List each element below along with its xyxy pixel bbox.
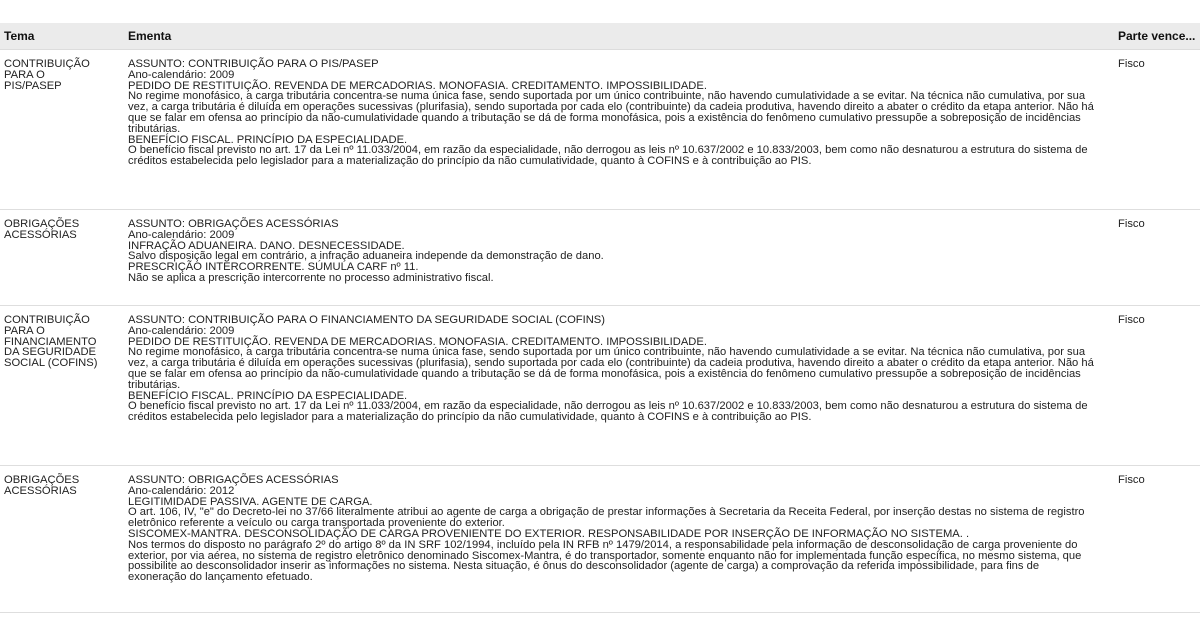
table-row[interactable] [0,306,1200,466]
ementa-text: O art. 106, IV, "e" do Decreto-lei no 37/66 literalmente atribui ao agente de carga a obrigação de prestar informações à Secretaria da Receita Federal, por inserção destas no sistema de registro eletrônico referente a veículo ou carga transportada proveniente do exterior. [128,506,1088,530]
table-header [0,23,1200,50]
tema-cell [0,306,124,465]
ementa-text: No regime monofásico, a carga tributária concentra-se numa única fase, sendo suportada por um único contribuinte, não havendo cumulatividade a se evitar. Na técnica não cumulativa, por sua vez, a carga tributária é diluída em operações sucessivas (plurifasia), sendo suportada por cada elo (contribuinte) da cadeia produtiva, havendo direito a abater o crédito da etapa anterior. Não há que se falar em ofensa ao princípio da não-cumulatividade quando a tributação se dá de forma monofásica, pois a existência do fenômeno cumulativo pressupõe a sobreposição de incidências tributárias. [128,346,1097,391]
parte-cell [1114,50,1200,209]
parte-vencedora-text: Fisco [1118,218,1145,230]
tema-cell [0,210,124,305]
ementa-cell [124,466,1114,612]
ementa-cell [124,306,1114,465]
ementa-cell [124,210,1114,305]
tema-text: OBRIGAÇÕES ACESSÓRIAS [4,218,80,241]
ementa-text: Nos termos do disposto no parágrafo 2º do artigo 8º da IN SRF 102/1994, incluído pela IN RFB nº 1479/2014, a responsabilidade pela informação de desconsolidação de carga proveniente do exterior, por via aérea, no sistema de registro eletrônico denominado Siscomex-Mantra, é do transportador, somente enquanto não for implementada função específica, no mesmo sistema, que possibilite ao desconsolidador inserir as informações no sistema. Nesta situação, é ônus do desconsolidador (agente de carga) a comprovação da referida impossibilidade, para fins de exoneração do lançamento efetuado. [128,538,1085,584]
ementa-ano: Ano-calendário: 2009 [128,228,235,241]
ementa-topic: PEDIDO DE RESTITUIÇÃO. REVENDA DE MERCADORIAS. MONOFASIA. CREDITAMENTO. IMPOSSIBILIDADE. [128,79,707,92]
tema-text: CONTRIBUIÇÃO PARA O FINANCIAMENTO DA SEGURIDADE SOCIAL (COFINS) [4,314,98,370]
tema-cell [0,466,124,612]
parte-vencedora-text: Fisco [1118,474,1145,486]
ementa-topic: SISCOMEX-MANTRA. DESCONSOLIDAÇÃO DE CARGA PROVENIENTE DO EXTERIOR. RESPONSABILIDADE POR INSERÇÃO DE INFORMAÇÃO NO SISTEMA. . [128,527,970,540]
table-row[interactable] [0,466,1200,613]
ementa-ano: Ano-calendário: 2009 [128,324,235,337]
column-header-tema[interactable]: Tema [4,29,35,43]
ementa-ano: Ano-calendário: 2012 [128,484,235,497]
ementa-text: No regime monofásico, a carga tributária concentra-se numa única fase, sendo suportada por um único contribuinte, não havendo cumulatividade a se evitar. Na técnica não cumulativa, por sua vez, a carga tributária é diluída em operações sucessivas (plurifasia), sendo suportada por cada elo (contribuinte) da cadeia produtiva, havendo direito a abater o crédito da etapa anterior. Não há que se falar em ofensa ao princípio da não-cumulatividade quando a tributação se dá de forma monofásica, pois a existência do fenômeno cumulativo pressupõe a sobreposição de incidências tributárias. [128,90,1097,135]
ementa-topic: PEDIDO DE RESTITUIÇÃO. REVENDA DE MERCADORIAS. MONOFASIA. CREDITAMENTO. IMPOSSIBILIDADE. [128,335,707,348]
ementa-assunto: ASSUNTO: OBRIGAÇÕES ACESSÓRIAS [128,218,339,230]
parte-cell [1114,466,1200,612]
ementa-assunto: ASSUNTO: CONTRIBUIÇÃO PARA O FINANCIAMENTO DA SEGURIDADE SOCIAL (COFINS) [128,314,605,326]
tema-text: CONTRIBUIÇÃO PARA O PIS/PASEP [4,58,90,92]
ementa-topic: INFRAÇÃO ADUANEIRA. DANO. DESNECESSIDADE. [128,239,405,252]
tema-cell [0,50,124,209]
ementa-ano: Ano-calendário: 2009 [128,68,235,81]
ementa-assunto: ASSUNTO: CONTRIBUIÇÃO PARA O PIS/PASEP [128,58,379,70]
table-row[interactable] [0,210,1200,306]
ementa-cell [124,50,1114,209]
parte-vencedora-text: Fisco [1118,314,1145,326]
ementa-topic: BENEFÍCIO FISCAL. PRINCÍPIO DA ESPECIALIDADE. [128,133,408,146]
tema-text: OBRIGAÇÕES ACESSÓRIAS [4,474,80,497]
parte-cell [1114,306,1200,465]
ementa-topic: BENEFÍCIO FISCAL. PRINCÍPIO DA ESPECIALIDADE. [128,389,408,402]
column-header-parte-vencedora[interactable]: Parte vence... [1118,29,1196,43]
ementa-text: O benefício fiscal previsto no art. 17 da Lei nº 11.033/2004, em razão da especialidade, não derrogou as leis nº 10.637/2002 e 10.833/2003, bem como não desnaturou a estrutura do sistema de créditos estabelecida pelo legislador para a materialização do princípio da não cumulatividade, quanto à COFINS e à contribuição ao PIS. [128,400,1091,424]
ementa-text: Salvo disposição legal em contrário, a infração aduaneira independe da demonstração de dano. [128,250,604,263]
column-header-ementa[interactable]: Ementa [128,29,172,43]
ementa-text: O benefício fiscal previsto no art. 17 da Lei nº 11.033/2004, em razão da especialidade, não derrogou as leis nº 10.637/2002 e 10.833/2003, bem como não desnaturou a estrutura do sistema de créditos estabelecida pelo legislador para a materialização do princípio da não cumulatividade, quanto à COFINS e à contribuição ao PIS. [128,144,1091,168]
table-row[interactable] [0,50,1200,210]
ementa-assunto: ASSUNTO: OBRIGAÇÕES ACESSÓRIAS [128,474,339,486]
parte-vencedora-text: Fisco [1118,58,1145,70]
ementa-text: Não se aplica a prescrição intercorrente no processo administrativo fiscal. [128,271,494,284]
parte-cell [1114,210,1200,305]
ementa-topic: PRESCRIÇÃO INTERCORRENTE. SÚMULA CARF nº 11. [128,261,419,274]
ementa-topic: LEGITIMIDADE PASSIVA. AGENTE DE CARGA. [128,495,373,508]
